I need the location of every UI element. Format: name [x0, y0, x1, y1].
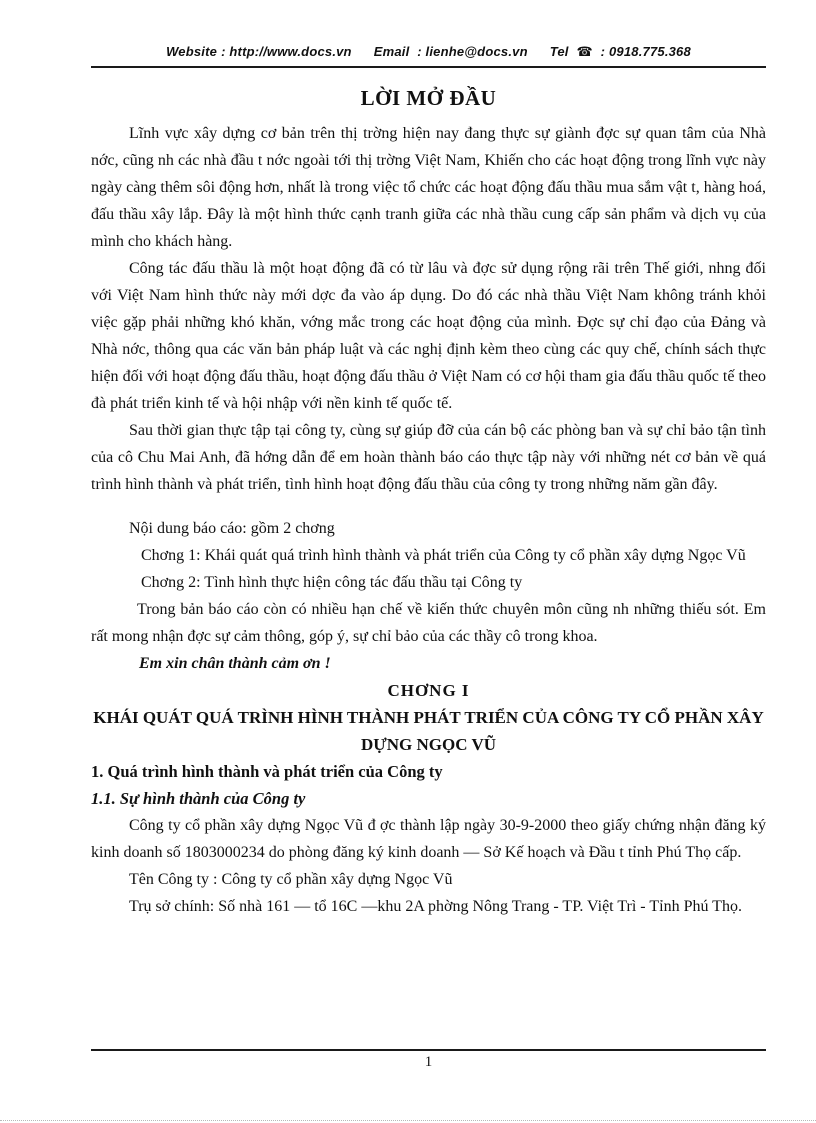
closing-paragraph: Trong bản báo cáo còn có nhiều hạn chế về kiến thức chuyên môn cũng nh những thiếu sót. Em rất mong nhận đợc sự cảm thông, góp ý, sự chỉ bảo của các thầy cô trong khoa. — [91, 601, 766, 645]
tel-value: : 0918.775.368 — [600, 44, 691, 59]
body-paragraph: Trụ sở chính: Số nhà 161 — tổ 16C —khu 2A phờng Nông Trang - TP. Việt Trì - Tỉnh Phú Thọ. — [129, 898, 742, 915]
page-number: 1 — [424, 1054, 433, 1070]
outline-lead: Nội dung báo cáo: gồm 2 chơng — [129, 520, 335, 537]
email-value: : lienhe@docs.vn — [417, 44, 528, 59]
body-paragraph: Công ty cổ phần xây dựng Ngọc Vũ đ ợc thành lập ngày 30-9-2000 theo giấy chứng nhận đăng ký kinh doanh số 1803000234 do phòng đăng ký kinh doanh — Sở Kế hoạch và Đầu t tỉnh Phú Thọ cấp. — [91, 817, 766, 861]
body-paragraph: Tên Công ty : Công ty cổ phần xây dựng Ngọc Vũ — [129, 871, 453, 888]
website-value: : http://www.docs.vn — [221, 44, 352, 59]
chapter-label: CHƠNG I — [387, 681, 470, 700]
tel-label: Tel — [549, 44, 569, 59]
page-boundary-divider — [0, 1120, 816, 1121]
document-title: LỜI MỞ ĐẦU — [360, 86, 497, 110]
intro-paragraph: Lĩnh vực xây dựng cơ bản trên thị trờng hiện nay đang thực sự giành đợc sự quan tâm của Nhà nớc, cũng nh các nhà đầu t nớc ngoài tới thị trờng Việt Nam, Khiến cho các hoạt động trong lĩnh vực này ngày càng thêm sôi động hơn, nhất là trong việc tổ chức các hoạt động đấu thầu mua sắm vật t, hàng hoá, đấu thầu xây lắp. Đây là một hình thức cạnh tranh giữa các nhà thầu cung cấp sản phẩm và dịch vụ của mình cho khách hàng. — [91, 125, 766, 250]
document-body — [91, 80, 766, 920]
chapter-title: KHÁI QUÁT QUÁ TRÌNH HÌNH THÀNH PHÁT TRIỂN CỦA CÔNG TY CỔ PHẦN XÂY DỰNG NGỌC VŨ — [93, 708, 764, 754]
page-footer — [91, 1049, 766, 1071]
section-heading-1-1: 1.1. Sự hình thành của Công ty — [91, 789, 306, 808]
page-header — [91, 44, 766, 68]
thanks-line: Em xin chân thành cảm ơn ! — [139, 655, 331, 672]
outline-chapter-2: Chơng 2: Tình hình thực hiện công tác đấu thầu tại Công ty — [141, 574, 523, 591]
intro-paragraph: Sau thời gian thực tập tại công ty, cùng sự giúp đỡ của cán bộ các phòng ban và sự chỉ bảo tận tình của cô Chu Mai Anh, đã hớng dẫn để em hoàn thành báo cáo thực tập này với những nét cơ bản về quá trình hình thành và phát triển, tình hình hoạt động đấu thầu của công ty trong những năm gần đây. — [91, 422, 766, 493]
email-label: Email — [373, 44, 410, 59]
section-heading-1: 1. Quá trình hình thành và phát triển của Công ty — [91, 762, 443, 781]
phone-icon: ☎ — [576, 44, 593, 59]
website-label: Website — [166, 44, 218, 59]
intro-paragraph: Công tác đấu thầu là một hoạt động đã có từ lâu và đợc sử dụng rộng rãi trên Thế giới, nhng đối với Việt Nam hình thức này mới dợc đa vào áp dụng. Do đó các nhà thầu Việt Nam không tránh khỏi việc gặp phải những khó khăn, vớng mắc trong các hoạt động của mình. Đợc sự chỉ đạo của Đảng và Nhà nớc, thông qua các văn bản pháp luật và các nghị định kèm theo cùng các quy chế, chính sách thực hiện đối với hoạt động đấu thầu, hoạt động đấu thầu ở Việt Nam có cơ hội tham gia đấu thầu quốc tế theo đà phát triển kinh tế và hội nhập với nền kinh tế quốc tế. — [91, 260, 766, 412]
outline-chapter-1: Chơng 1: Khái quát quá trình hình thành và phát triển của Công ty cổ phần xây dựng Ngọc Vũ — [141, 547, 746, 564]
